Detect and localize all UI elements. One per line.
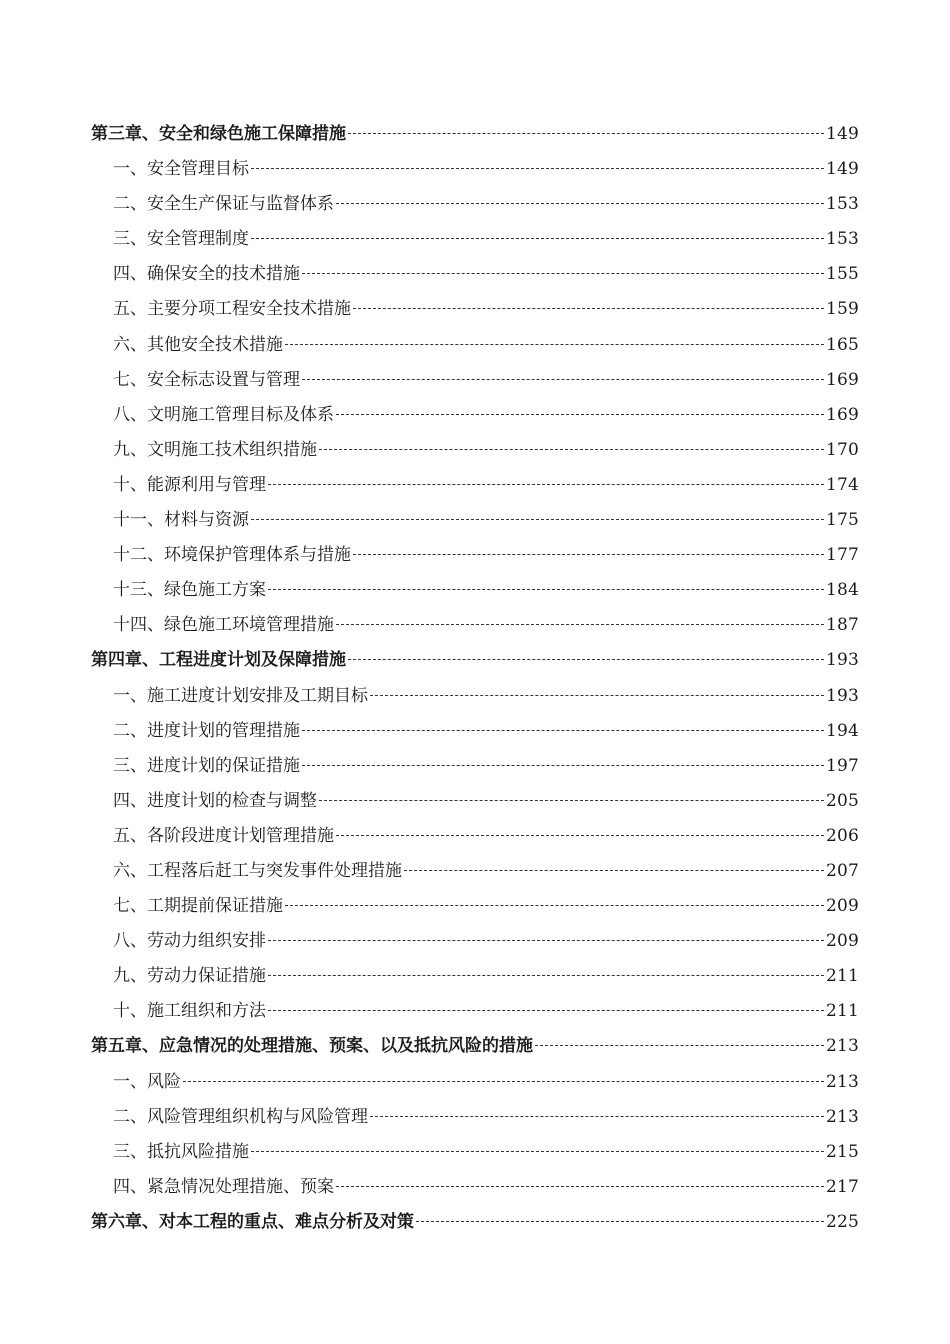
toc-entry-title: 第六章、对本工程的重点、难点分析及对策 — [91, 1211, 414, 1232]
toc-page-number: 153 — [825, 194, 859, 215]
toc-page-number: 209 — [825, 931, 859, 952]
toc-entry-title: 四、紧急情况处理措施、预案 — [113, 1176, 334, 1197]
toc-entry-title: 一、施工进度计划安排及工期目标 — [113, 685, 368, 706]
toc-page-number: 206 — [825, 825, 859, 846]
toc-dot-leader — [404, 870, 824, 871]
toc-dot-leader — [370, 1116, 824, 1117]
toc-entry-title: 九、文明施工技术组织措施 — [113, 439, 317, 460]
toc-section-row[interactable] — [91, 503, 859, 538]
toc-section-row[interactable] — [91, 538, 859, 573]
toc-entry-title: 二、安全生产保证与监督体系 — [113, 194, 334, 215]
toc-entry-title: 一、风险 — [113, 1071, 181, 1092]
toc-entry-title: 五、主要分项工程安全技术措施 — [113, 299, 351, 320]
toc-dot-leader — [319, 449, 824, 450]
toc-dot-leader — [285, 905, 824, 906]
toc-dot-leader — [353, 308, 824, 309]
toc-page-number: 207 — [825, 860, 859, 881]
toc-chapter-row[interactable] — [91, 643, 859, 678]
toc-page-number: 155 — [825, 264, 859, 285]
toc-entry-title: 八、文明施工管理目标及体系 — [113, 404, 334, 425]
toc-dot-leader — [336, 203, 824, 204]
toc-dot-leader — [348, 133, 824, 134]
toc-page-number: 213 — [825, 1071, 859, 1092]
toc-page-number: 169 — [825, 369, 859, 390]
toc-dot-leader — [251, 238, 824, 239]
toc-page-number: 159 — [825, 299, 859, 320]
toc-section-row[interactable] — [91, 292, 859, 327]
toc-dot-leader — [336, 1186, 824, 1187]
toc-section-row[interactable] — [91, 1065, 859, 1100]
toc-section-row[interactable] — [91, 889, 859, 924]
toc-section-row[interactable] — [91, 468, 859, 503]
toc-page-number: 213 — [825, 1106, 859, 1127]
toc-dot-leader — [251, 168, 824, 169]
toc-entry-title: 第五章、应急情况的处理措施、预案、以及抵抗风险的措施 — [91, 1036, 533, 1057]
toc-page-number: 197 — [825, 755, 859, 776]
toc-entry-title: 四、确保安全的技术措施 — [113, 264, 300, 285]
toc-page-number: 215 — [825, 1141, 859, 1162]
toc-entry-title: 第四章、工程进度计划及保障措施 — [91, 650, 346, 671]
toc-entry-title: 一、安全管理目标 — [113, 159, 249, 180]
toc-dot-leader — [348, 659, 824, 660]
toc-section-row[interactable] — [91, 1100, 859, 1135]
toc-section-row[interactable] — [91, 679, 859, 714]
toc-page-number: 169 — [825, 404, 859, 425]
toc-entry-title: 十四、绿色施工环境管理措施 — [113, 615, 334, 636]
toc-page-number: 211 — [825, 1001, 859, 1022]
toc-dot-leader — [336, 414, 824, 415]
toc-page-number: 225 — [825, 1211, 859, 1232]
toc-dot-leader — [353, 554, 824, 555]
toc-section-row[interactable] — [91, 398, 859, 433]
toc-page-number: 149 — [825, 124, 859, 144]
toc-section-row[interactable] — [91, 573, 859, 608]
toc-page-number: 193 — [825, 685, 859, 706]
toc-entry-title: 九、劳动力保证措施 — [113, 966, 266, 987]
toc-page-number: 149 — [825, 159, 859, 180]
toc-page-number: 153 — [825, 229, 859, 250]
toc-page-number: 175 — [825, 510, 859, 531]
toc-section-row[interactable] — [91, 714, 859, 749]
toc-page-number: 184 — [825, 580, 859, 601]
toc-section-row[interactable] — [91, 1170, 859, 1205]
toc-entry-title: 八、劳动力组织安排 — [113, 931, 266, 952]
toc-entry-title: 四、进度计划的检查与调整 — [113, 790, 317, 811]
toc-entry-title: 三、安全管理制度 — [113, 229, 249, 250]
toc-entry-title: 三、进度计划的保证措施 — [113, 755, 300, 776]
toc-chapter-row[interactable] — [91, 117, 859, 152]
toc-dot-leader — [251, 1151, 824, 1152]
toc-page-number: 177 — [825, 545, 859, 566]
toc-chapter-row[interactable] — [91, 1029, 859, 1064]
toc-entry-title: 七、工期提前保证措施 — [113, 896, 283, 917]
toc-entry-title: 十、能源利用与管理 — [113, 474, 266, 495]
toc-page-number: 194 — [825, 720, 859, 741]
toc-dot-leader — [302, 765, 824, 766]
toc-section-row[interactable] — [91, 608, 859, 643]
toc-chapter-row[interactable] — [91, 1205, 859, 1240]
toc-section-row[interactable] — [91, 819, 859, 854]
toc-entry-title: 十二、环境保护管理体系与措施 — [113, 545, 351, 566]
toc-entry-title: 三、抵抗风险措施 — [113, 1141, 249, 1162]
toc-dot-leader — [535, 1045, 824, 1046]
toc-page-number: 205 — [825, 790, 859, 811]
toc-dot-leader — [302, 730, 824, 731]
toc-dot-leader — [183, 1081, 824, 1082]
toc-section-row[interactable] — [91, 924, 859, 959]
toc-dot-leader — [268, 1010, 824, 1011]
toc-dot-leader — [319, 800, 824, 801]
toc-dot-leader — [268, 484, 824, 485]
toc-section-row[interactable] — [91, 363, 859, 398]
toc-section-row[interactable] — [91, 433, 859, 468]
toc-dot-leader — [268, 975, 824, 976]
toc-dot-leader — [336, 835, 824, 836]
toc-dot-leader — [416, 1221, 824, 1222]
toc-entry-title: 二、进度计划的管理措施 — [113, 720, 300, 741]
toc-page-number: 170 — [825, 439, 859, 460]
toc-section-row[interactable] — [91, 784, 859, 819]
toc-dot-leader — [370, 695, 824, 696]
toc-section-row[interactable] — [91, 1135, 859, 1170]
toc-page-number: 209 — [825, 896, 859, 917]
toc-page-number: 211 — [825, 966, 859, 987]
table-of-contents — [91, 117, 859, 1240]
toc-section-row[interactable] — [91, 959, 859, 994]
toc-page-number: 174 — [825, 474, 859, 495]
toc-entry-title: 十、施工组织和方法 — [113, 1001, 266, 1022]
toc-page-number: 165 — [825, 334, 859, 355]
toc-entry-title: 五、各阶段进度计划管理措施 — [113, 825, 334, 846]
toc-page-number: 193 — [825, 650, 859, 671]
toc-dot-leader — [302, 273, 824, 274]
toc-section-row[interactable] — [91, 854, 859, 889]
toc-dot-leader — [268, 589, 824, 590]
toc-entry-title: 六、工程落后赶工与突发事件处理措施 — [113, 860, 402, 881]
toc-dot-leader — [285, 344, 824, 345]
toc-entry-title: 七、安全标志设置与管理 — [113, 369, 300, 390]
toc-dot-leader — [268, 940, 824, 941]
toc-section-row[interactable] — [91, 152, 859, 187]
toc-section-row[interactable] — [91, 257, 859, 292]
toc-entry-title: 十三、绿色施工方案 — [113, 580, 266, 601]
toc-section-row[interactable] — [91, 222, 859, 257]
toc-entry-title: 六、其他安全技术措施 — [113, 334, 283, 355]
toc-page-number: 187 — [825, 615, 859, 636]
toc-entry-title: 第三章、安全和绿色施工保障措施 — [91, 124, 346, 144]
toc-section-row[interactable] — [91, 187, 859, 222]
toc-section-row[interactable] — [91, 328, 859, 363]
toc-dot-leader — [336, 624, 824, 625]
toc-entry-title: 十一、材料与资源 — [113, 510, 249, 531]
toc-section-row[interactable] — [91, 994, 859, 1029]
toc-entry-title: 二、风险管理组织机构与风险管理 — [113, 1106, 368, 1127]
toc-page-number: 217 — [825, 1176, 859, 1197]
toc-dot-leader — [302, 379, 824, 380]
toc-dot-leader — [251, 519, 824, 520]
toc-section-row[interactable] — [91, 749, 859, 784]
toc-page-number: 213 — [825, 1036, 859, 1057]
